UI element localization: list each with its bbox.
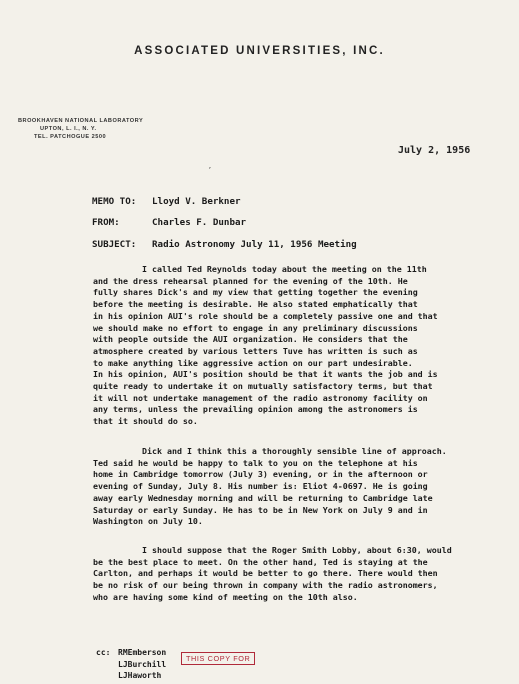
text-line: that it should do so. [93, 416, 198, 427]
memo-from-label: FROM: [92, 217, 120, 228]
memo-to-line [92, 196, 241, 207]
lab-phone: TEL. PATCHOGUE 2500 [34, 134, 107, 140]
text-line: Ted said he would be happy to talk to you on the telephone at his [93, 457, 418, 468]
text-line: Dick and I think this a thoroughly sensible line of approach. [142, 446, 447, 456]
memo-date: July 2, 1956 [398, 145, 471, 156]
cc-name: LJBurchill [118, 659, 167, 669]
text-line: atmosphere created by various letters Tuve has written is such as [93, 345, 418, 356]
copy-stamp: THIS COPY FOR [181, 652, 255, 665]
cc-name: RMEmberson [118, 648, 167, 657]
body-paragraph-1 [93, 264, 490, 428]
memo-to-label: MEMO TO: [92, 196, 137, 207]
text-line: be no risk of our being thrown in company with the radio astronomers, [93, 580, 438, 591]
text-line: any terms, unless the prevailing opinion among the astronomers is [93, 404, 418, 415]
text-line: away early Wednesday morning and will be returning to Cambridge late [93, 492, 433, 503]
text-line: it will not undertake management of the radio astronomy facility on [93, 392, 428, 403]
stray-mark: ’ [208, 167, 212, 174]
text-line: home in Cambridge tomorrow (July 3) evening, or in the afternoon or [93, 469, 428, 480]
memo-subject-line [92, 239, 357, 250]
body-paragraph-3 [93, 545, 490, 604]
text-line: be the best place to meet. On the other hand, Ted is staying at the [93, 556, 428, 567]
text-line: fully shares Dick's and my view that getting together the evening [93, 287, 418, 298]
text-line: Washington on July 10. [93, 516, 203, 527]
text-line: Saturday or early Sunday. He has to be in New York on July 9 and in [93, 504, 428, 515]
memo-from-value: Charles F. Dunbar [152, 217, 247, 228]
cc-name: LJHaworth [118, 671, 162, 680]
memo-to-value: Lloyd V. Berkner [152, 196, 241, 207]
letterhead-org: ASSOCIATED UNIVERSITIES, INC. [134, 45, 385, 57]
text-line: I should suppose that the Roger Smith Lobby, about 6:30, would [142, 545, 452, 555]
text-line: Carlton, and perhaps it would be better to go there. There would then [93, 568, 438, 579]
memo-subject-value: Radio Astronomy July 11, 1956 Meeting [152, 239, 357, 250]
text-line: with people outside the AUI organization. He considers that the [93, 334, 408, 345]
text-line: evening of Sunday, July 8. His number is: Eliot 4-0697. He is going [93, 481, 428, 492]
text-line: who are having some kind of meeting on the 10th also. [93, 591, 358, 602]
memo-subject-label: SUBJECT: [92, 239, 137, 250]
text-line: in his opinion AUI's role should be a completely passive one and that [93, 310, 438, 321]
text-line: I called Ted Reynolds today about the meeting on the 11th [142, 264, 427, 274]
text-line: before the meeting is desirable. He also stated emphatically that [93, 299, 418, 310]
lab-name: BROOKHAVEN NATIONAL LABORATORY [18, 118, 144, 124]
body-paragraph-2 [93, 446, 490, 528]
lab-address [18, 117, 158, 141]
text-line: to make anything like aggressive action on our part undesirable. [93, 357, 413, 368]
cc-names [118, 647, 166, 682]
text-line: In his opinion, AUI's position should be that it wants the job and is [93, 369, 438, 380]
text-line: quite ready to undertake it on mutually satisfactory terms, but that [93, 381, 433, 392]
lab-location: UPTON, L. I., N. Y. [40, 126, 97, 132]
text-line: and the dress rehearsal planned for the evening of the 10th. He [93, 275, 408, 286]
memo-from-line [92, 217, 246, 228]
cc-label: cc: [96, 648, 111, 657]
text-line: we should make no effort to engage in any preliminary discussions [93, 322, 418, 333]
